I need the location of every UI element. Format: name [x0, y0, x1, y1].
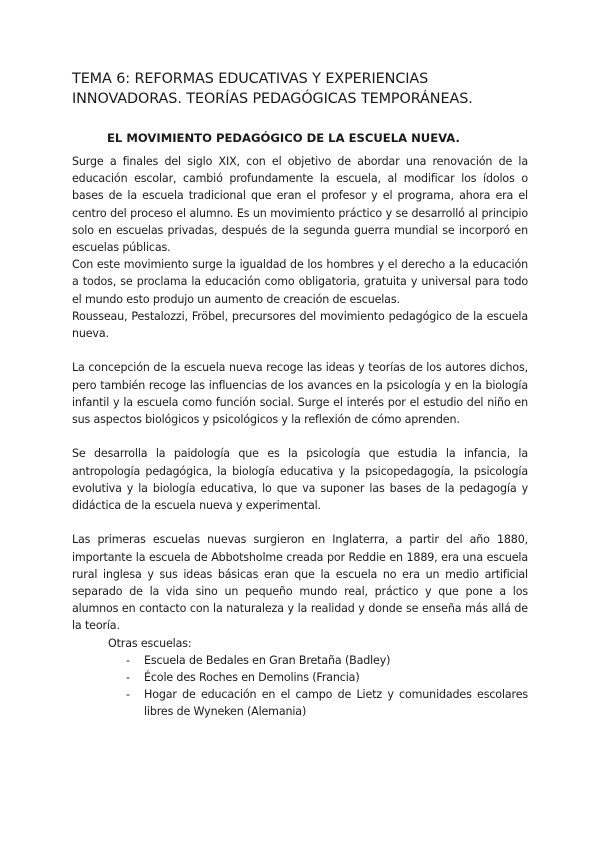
paragraph: Las primeras escuelas nuevas surgieron en Inglaterra, a partir del año 1880, importante la escuela de Abbotsholme creada por Reddie en 1889, era una escuela rural inglesa y sus ideas básicas eran que la escuela no era un medio artificial separado de la vida sino un pequeño mundo real, práctico y que pone a los alumnos en contacto con la naturaleza y la realidad y donde se enseña más allá de la teoría.: [72, 533, 528, 633]
section-heading: EL MOVIMIENTO PEDAGÓGICO DE LA ESCUELA NUEVA.: [107, 131, 460, 145]
document-body: [72, 153, 528, 721]
other-schools-list: [72, 652, 528, 721]
other-schools-label: Otras escuelas:: [108, 636, 192, 650]
page-title: TEMA 6: REFORMAS EDUCATIVAS Y EXPERIENCIAS INNOVADORAS. TEORÍAS PEDAGÓGICAS TEMPORÁNEAS.: [72, 71, 473, 107]
paragraph: La concepción de la escuela nueva recoge las ideas y teorías de los autores dichos, pero también recoge las influencias de los avances en la psicología y en la biología infantil y la escuela como función social. Surge el interés por el estudio del niño en sus aspectos biológicos y psicológicos y la reflexión de cómo aprenden.: [72, 361, 528, 427]
paragraph: Se desarrolla la paidología que es la psicología que estudia la infancia, la antropología pedagógica, la biología educativa y la psicopedagogía, la psicología evolutiva y la biología educativa, lo que va suponer las bases de la pedagogía y didáctica de la escuela nueva y experimental.: [72, 447, 528, 513]
paragraph: Surge a finales del siglo XIX, con el objetivo de abordar una renovación de la educación escolar, cambió profundamente la escuela, al modificar los ídolos o bases de la escuela tradicional que eran el profesor y el programa, ahora era el centro del proceso el alumno. Es un movimiento práctico y se desarrolló al principio solo en escuelas privadas, después de la segunda guerra mundial se incorporó en escuelas públicas.: [72, 155, 528, 255]
list-item: - Hogar de educación en el campo de Lietz y comunidades escolares libres de Wyneken (Alemania): [126, 686, 528, 720]
paragraph: Con este movimiento surge la igualdad de los hombres y el derecho a la educación a todos, se proclama la educación como obligatoria, gratuita y universal para todo el mundo esto produjo un aumento de creación de escuelas.: [72, 258, 528, 306]
list-item: - Escuela de Bedales en Gran Bretaña (Badley): [126, 652, 528, 669]
paragraph: Rousseau, Pestalozzi, Fröbel, precursores del movimiento pedagógico de la escuela nueva.: [72, 309, 528, 341]
list-item: - École des Roches en Demolins (Francia): [126, 669, 528, 686]
